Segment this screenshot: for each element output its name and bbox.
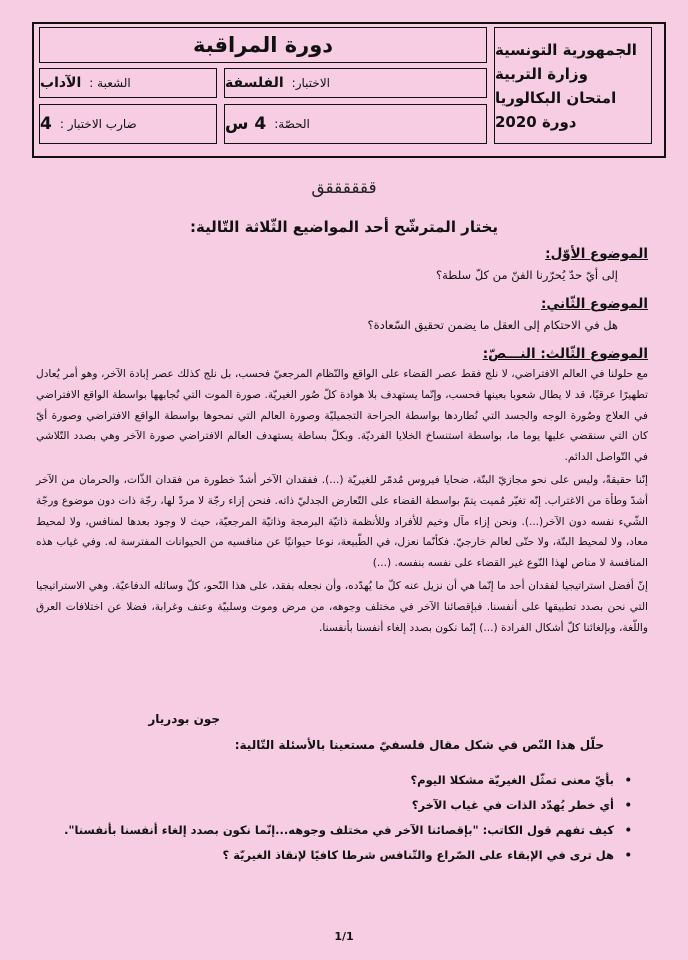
ministry-name: وزارة التربية <box>495 64 588 83</box>
coef-value: 4 <box>40 114 52 134</box>
branch-label: الشعبة : <box>89 76 131 90</box>
guiding-question: • أي خطر يُهدّد الذات في غياب الآخر؟ <box>60 793 614 818</box>
guiding-questions <box>60 768 648 868</box>
decorative-stars: ققققققق <box>311 178 377 198</box>
exam-value: الفلسفة <box>225 75 284 91</box>
subject3-block <box>36 346 648 638</box>
hours-cell <box>224 104 487 144</box>
exam-label: الاختبار: <box>291 76 331 90</box>
subject1-question: إلى أيّ حدّ يُحرّرنا الفنّ من كلّ سلطة؟ <box>436 268 618 282</box>
guiding-question: • كيف تفهم قول الكاتب: "بإقصائنا الآخر في مختلف وجوهه...إنّما نكون بصدد إلغاء أنفسنا بأنفسنا". <box>60 818 614 843</box>
analysis-task: حلّل هذا النّص في شكل مقال فلسفيّ مستعينا بالأسئلة التّالية: <box>234 738 604 752</box>
subject1-heading: الموضوع الأوّل: <box>545 246 648 262</box>
instruction: يختار المترشّح أحد المواضيع الثّلاثة التّالية: <box>189 218 499 236</box>
guiding-question: • هل ترى في الإبقاء على الصّراع والتّنافس شرطا كافيًا لإنقاذ الغيريّة ؟ <box>60 843 614 868</box>
republic-name: الجمهورية التونسية <box>495 40 637 59</box>
session-title: دورة المراقبة <box>39 27 487 63</box>
text-paragraph-1: مع حلولنا في العالم الافتراضي، لا نلج فقط عصر القضاء على الواقع والنّظام المرجعيّ فحسب، بل نلج كذلك عصر إبادة الآخر، وهو أمر يُعادل تطهيرًا عرقيًا، قد لا يطال شعوبا بعينها فحسب، وإنّما يستهدف بلا هوادة كلّ صُور الغيريّة. صورة الموت التي نُجابهها بواسطة الواقع الافتراضي في العلاج وصُورة الوجه والجسد التي نُطاردها بواسطة الجراحة التجميليّة وصورة العالم التي نمحوها بواسطة الواقع الافتراضي وصورة أيّ كان التي سنقضي عليها يوما ما، بواسطة استنساخ الخلايا الفرديّة. وبكلّ بساطة يستهدف العالم الافتراضي صورة الآخر وهي بصدد التّلاشي في التّواصل الدائم. <box>36 368 648 464</box>
author-name: جون بودريار <box>148 712 220 726</box>
subject1-block <box>36 246 648 282</box>
hours-label: الحصّة: <box>274 117 310 131</box>
exam-title: امتحان البكالوريا <box>495 88 617 107</box>
branch-cell <box>39 68 217 98</box>
exam-year: دورة 2020 <box>495 112 577 131</box>
exam-cell <box>224 68 487 98</box>
subject3-heading: الموضوع الثّالث: النـــصّ: <box>482 346 648 362</box>
page-number: 1/1 <box>334 930 354 943</box>
subject2-question: هل في الاحتكام إلى العقل ما يضمن تحقيق السّعادة؟ <box>367 318 618 332</box>
subject2-block <box>36 296 648 332</box>
coef-cell <box>39 104 217 144</box>
text-paragraph-2: إنّنا حقيقةً، وليس على نحو مجازيّ البتّة، ضحايا فيروس مُدمّر للغيريّة (...). ففقدان الآخر أشدّ خطورة من فقدان الذّات، والحرمان من الآخر أشدّ وطأة من الاغتراب. إنّه تغيّر مُميت يتمّ بواسطة القضاء على التّعارض الجدليّ ذاته. فنحن إزاء رجّة لا مردّ لها، رجّة ذات دون موضوع ورجّة الشّيء نفسه دون الآخر(...). ونحن إزاء مآل وخيم للأفراد وللأنظمة ذاتيّة البرمجة وذاتيّة المرجعيّة، حيث لا وجود بعدها لمنافس، ولا لمحيط معاد، ولا لمحيط البتّة، ولا حتّى لعالم خارجيّ. فكأنّما نعزل، في الطّبيعة، نوعا حيوانيًا عن منافسيه من الحيوانات المفترسة له. وفي غياب هذه المنافسة لا مناص لهذا النّوع غير القضاء على نفسه بنفسه. (...) <box>36 473 648 570</box>
ministry-cell <box>494 27 652 144</box>
subject2-heading: الموضوع الثّاني: <box>540 296 648 312</box>
guiding-question: • بأيّ معنى تمثّل الغيريّة مشكلا اليوم؟ <box>60 768 614 793</box>
branch-value: الآداب <box>40 75 82 91</box>
text-paragraph-3: إنّ أفضل استراتيجيا لفقدان أحد ما إنّما هي أن نزيل عنه كلّ ما يُهدّده، وأن نجعله بفقد، على هذا النّحو، كلّ وسائله الدفاعيّة. وهي الاستراتيجيا التي نحن بصدد تطبيقها على أنفسنا. فبإقصائنا الآخر في مختلف وجوهه، من مرض وموت وسلبيّة وعنف وغرابة، فضلا عن اختلافات العرق واللّغة، وبإلغائنا كلّ أشكال الفرادة (...) إنّما نكون بصدد إلغاء أنفسنا بأنفسنا. <box>36 579 648 634</box>
header-table <box>32 22 666 158</box>
hours-value: 4 س <box>225 114 267 134</box>
coef-label: ضارب الاختبار : <box>59 117 137 131</box>
